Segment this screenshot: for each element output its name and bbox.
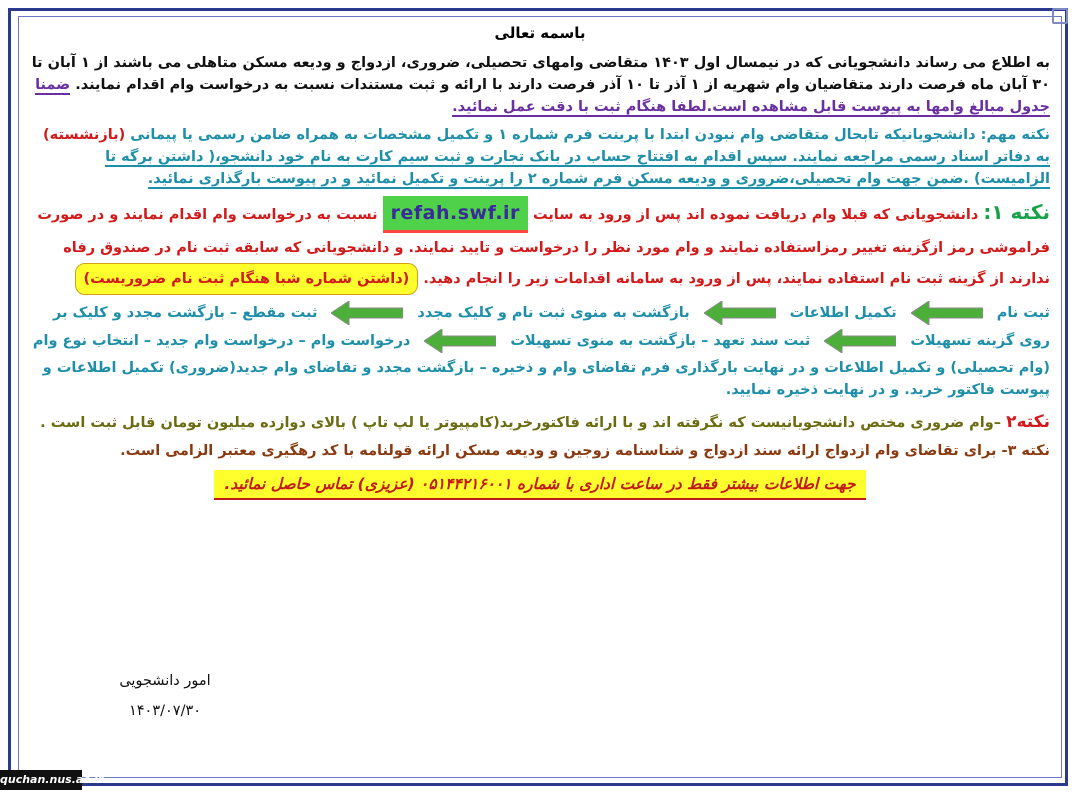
flow-row-2 (30, 329, 1050, 353)
note2-text: –وام ضروری مختص دانشجویانیست که نگرفته اند و با ارائه فاکتورخرید(کامپیوتر یا لپ تاپ ) بالای دوازده میلیون تومان قابل ثبت است . (40, 415, 1002, 431)
flow-step-commitment: ثبت سند تعهد – بازگشت به منوی تسهیلات (510, 333, 811, 349)
document-title: باسمه تعالی (494, 24, 586, 42)
retired-label: (بازنشسته) (43, 127, 126, 143)
flow-row-1 (30, 301, 1050, 325)
announcement-document (30, 22, 1050, 772)
refah-link[interactable]: refah.swf.ir (383, 196, 528, 233)
corner-mark (1052, 8, 1068, 24)
arrow-left-icon (331, 301, 403, 325)
flow-step-register: ثبت نام (996, 305, 1050, 321)
site-watermark: quchan.nus.ac.ir (0, 770, 82, 790)
flow-step-facilities: روی گزینه تسهیلات (910, 333, 1050, 349)
important-note-text: نکته مهم: دانشجویانیکه تابحال متقاضی وام نبودن ابتدا با پرینت فرم شماره ۱ و تکمیل مشخصات به همراه ضامن رسمی یا پیمانی (130, 127, 1050, 143)
flow-step-degree: ثبت مقطع – بازگشت مجدد و کلیک بر (53, 305, 318, 321)
intro-highlight: ضمنا جدول مبالغ وامها به پیوست قابل مشاهده است.لطفا هنگام ثبت با دقت عمل نمائید. (35, 77, 1050, 115)
arrow-left-icon (424, 329, 496, 353)
note2-paragraph (30, 411, 1050, 434)
note2-label: نکته۲ (1006, 412, 1050, 432)
arrow-left-icon (824, 329, 896, 353)
intro-paragraph (30, 52, 1050, 118)
important-note (30, 124, 1050, 190)
signature-office: امور دانشجویی (119, 673, 211, 689)
note1-text-a: دانشجویانی که قبلا وام دریافت نموده اند پس از ورود به سایت (532, 207, 979, 223)
important-note-text-2: به دفاتر اسناد رسمی مراجعه نمایند. سپس اقدام به افتتاح حساب در بانک تجارت و ثبت سیم کارت به نام خود دانشجو،( داشتن برگه تا الزامیست) .ضمن جهت وام تحصیلی،ضروری و ودیعه مسکن فرم شماره ۲ را پرینت و تکمیل نمائید و در پیوست بارگذاری نمائید. (105, 149, 1050, 187)
flow-step-back-register: بازگشت به منوی ثبت نام و کلیک مجدد (417, 305, 690, 321)
arrow-left-icon (704, 301, 776, 325)
flow-step-complete-info: تکمیل اطلاعات (789, 305, 897, 321)
note1-paragraph (30, 196, 1050, 295)
flow-step-loan-request: درخواست وام – درخواست وام جدید – انتخاب نوع وام (32, 333, 411, 349)
flow-rest: (وام تحصیلی) و تکمیل اطلاعات و در نهایت بارگذاری فرم تقاضای وام و ذخیره – بازگشت مجدد و تقاضای وام جدید(ضروری) تکمیل اطلاعات و پیوست فاکتور خرید. و در نهایت ذخیره نمایید. (42, 360, 1050, 398)
note1-label: نکته ۱: (983, 200, 1050, 224)
intro-text: به اطلاع می رساند دانشجویانی که در نیمسال اول ۱۴۰۳ متقاضی وامهای تحصیلی، ضروری، ازدواج و ودیعه مسکن متاهلی می باشند از ۱ آبان تا ۳۰ آبان ماه فرصت دارند متقاضیان وام شهریه از ۱ آذر تا ۱۰ آذر فرصت دارند با ارائه و ثبت مستندات نسبت به درخواست وام اقدام نمایند. (31, 55, 1050, 93)
note1-text-b: نسبت به درخواست وام اقدام نمایند و در صورت فراموشی رمز ازگزینه تغییر رمزاستفاده نمایند و وام مورد نظر را درخواست و تایید نمایند. و دانشجویانی که سابقه ثبت نام در صندوق رفاه ندارند از گزینه ثبت نام استفاده نمایند، پس از ورود به سامانه اقدامات زیر را انجام دهید. (37, 207, 1050, 287)
signature-date: ۱۴۰۳/۰۷/۳۰ (128, 703, 202, 719)
signature-block (100, 666, 230, 726)
contact-wrap (30, 470, 1050, 500)
sheba-requirement: (داشتن شماره شبا هنگام ثبت نام ضروریست) (75, 263, 419, 295)
contact-info: جهت اطلاعات بیشتر فقط در ساعت اداری با شماره ۰۵۱۴۴۲۱۶۰۰۱ (عزیزی) تماس حاصل نمائید. (214, 470, 865, 500)
note3-paragraph: نکته ۳- برای تقاضای وام ازدواج ارائه سند ازدواج و شناسنامه زوجین و ودیعه مسکن ارائه قولنامه با کد رهگیری معتبر الزامی است. (120, 443, 1050, 459)
arrow-left-icon (911, 301, 983, 325)
